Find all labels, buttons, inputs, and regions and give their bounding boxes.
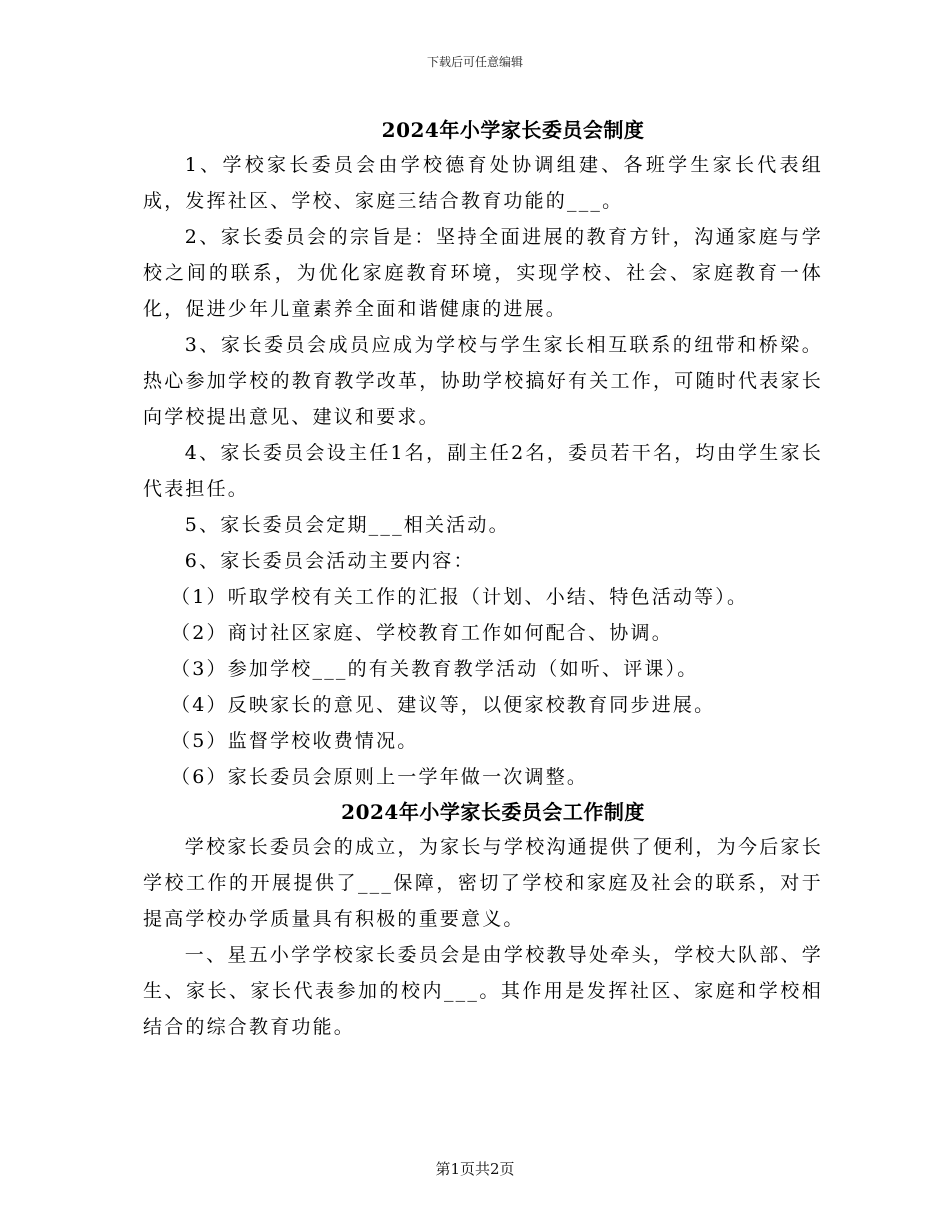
header-note: 下载后可任意编辑 [426,55,523,69]
list-item: （5）监督学校收费情况。 [171,730,419,752]
paragraph: 一、星五小学学校家长委员会是由学校教导处牵头，学校大队部、学生、家长、家长代表参加的校内___。其作用是发挥社区、家庭和学校相结合的综合教育功能。 [143,944,823,1038]
paragraph: 学校家长委员会的成立，为家长与学校沟通提供了便利，为今后家长学校工作的开展提供了___保障，密切了学校和家庭及社会的联系，对于提高学校办学质量具有积极的重要意义。 [143,836,823,930]
list-item: （6）家长委员会原则上一学年做一次调整。 [171,766,589,788]
list-item: （4）反映家长的意见、建议等，以便家校教育同步进展。 [171,694,716,716]
paragraph: 4、家长委员会设主任1名，副主任2名，委员若干名，均由学生家长代表担任。 [143,442,823,500]
paragraph: 5、家长委员会定期___相关活动。 [184,514,510,536]
list-item: （2）商讨社区家庭、学校教育工作如何配合、协调。 [171,622,673,644]
section-title: 2024年小学家长委员会工作制度 [341,800,645,824]
paragraph: 2、家长委员会的宗旨是：坚持全面进展的教育方针，沟通家庭与学校之间的联系，为优化家庭教育环境，实现学校、社会、家庭教育一体化，促进少年儿童素养全面和谐健康的进展。 [143,226,823,320]
list-item: （3）参加学校___的有关教育教学活动（如听、评课）。 [171,658,699,680]
document-body [143,113,823,1045]
document-title: 2024年小学家长委员会制度 [381,118,645,142]
paragraph: 3、家长委员会成员应成为学校与学生家长相互联系的纽带和桥梁。热心参加学校的教育教学改革，协助学校搞好有关工作，可随时代表家长向学校提出意见、建议和要求。 [143,334,823,428]
list-item: （1）听取学校有关工作的汇报（计划、小结、特色活动等）。 [171,586,749,608]
paragraph: 6、家长委员会活动主要内容： [184,550,475,572]
paragraph: 1、学校家长委员会由学校德育处协调组建、各班学生家长代表组成，发挥社区、学校、家庭三结合教育功能的___。 [143,154,823,212]
page-number: 第1页共2页 [435,1160,515,1178]
